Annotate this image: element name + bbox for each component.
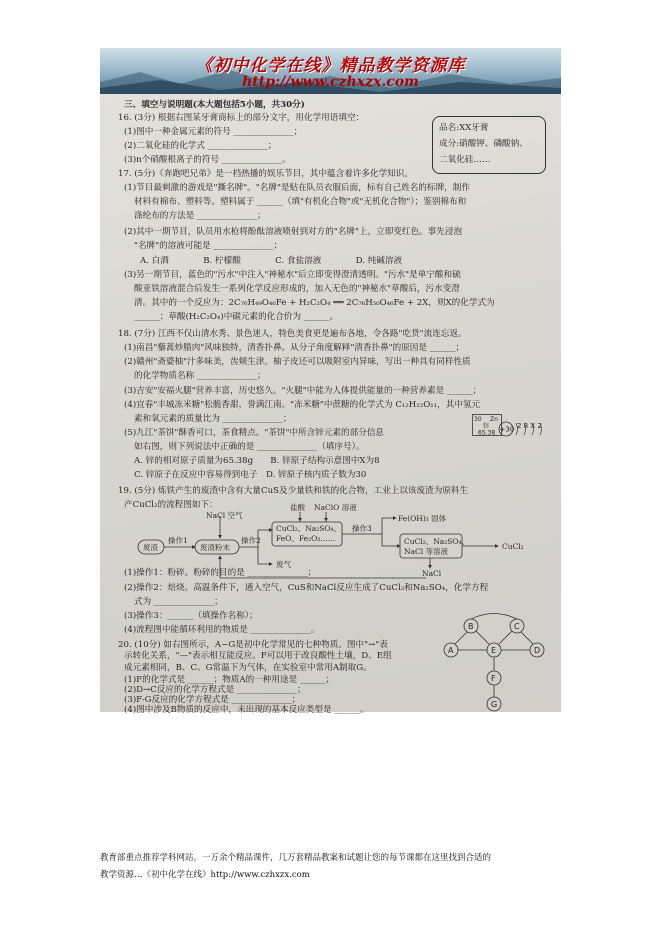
q16-part2: (2)二氧化硅的化学式 ______________； xyxy=(124,141,277,151)
q19-part2: (2)操作2：焙烧。高温条件下，通入空气，CuS和NaCl反应生成了CuCl₂和Na₂SO₄，化学方程 xyxy=(124,583,489,593)
node-a: A xyxy=(448,646,454,655)
flow-mix-line1: CuCl₂、Na₂SO₄、 xyxy=(276,524,342,533)
site-banner xyxy=(100,48,561,94)
node-e: E xyxy=(491,646,497,655)
toothpaste-label-box xyxy=(432,116,546,174)
q17-line: "名牌"的溶液可能是 ______________； xyxy=(134,241,283,251)
q19-part2-cont: 式为 ______________； xyxy=(134,597,223,607)
q18-line: (2)赣州"斋婆柚"汁多味美，齿颊生津。柚子皮还可以吸附室内异味，写出一种具有同样性质 xyxy=(124,357,471,367)
node-d: D xyxy=(534,646,541,655)
q18-choices-cd: C. 锌原子在反应中容易得到电子 D. 锌原子核内质子数为30 xyxy=(134,470,367,480)
q18-choices-ab: A. 锌的相对原子质量为65.38g B. 锌原子结构示意图中X为8 xyxy=(134,456,380,466)
zinc-atom-diagram xyxy=(498,420,550,438)
q17-stem: 17. (5分)《奔跑吧兄弟》是一档热播的娱乐节目，其中蕴含着许多化学知识。 xyxy=(118,169,413,179)
q20-part2: (2)D→C反应的化学方程式是 ______________； xyxy=(124,685,306,695)
q16-part1: (1)图中一种金属元素的符号 ______________； xyxy=(124,127,303,137)
flow-solution-line1: CuCl₂、Na₂SO₄、 xyxy=(404,537,470,546)
q17-line: (1)节目最刺激的游戏是"撕名牌"。"名牌"是贴在队员衣服后面，标有自己姓名的标牌，制作 xyxy=(124,183,470,193)
atom-shells: 2 8 X 2 xyxy=(517,422,542,430)
flow-powder: 废渣粉末 xyxy=(200,543,230,552)
flow-exhaust: 废气 xyxy=(276,560,291,569)
flow-hcl-input: 盐酸 xyxy=(290,503,305,512)
q17-choices: A. 白酒 B. 柠檬酸 C. 食盐溶液 D. 纯碱溶液 xyxy=(140,256,403,266)
box-line-1: 品名:XX牙膏 xyxy=(439,123,489,133)
q18-line: 的化学物质名称 ______________； xyxy=(134,371,266,381)
q20-part4: (4)图中涉及B物质的反应中，未出现的基本反应类型是 ______。 xyxy=(124,705,369,715)
footer-note xyxy=(100,850,570,884)
section-header: 三、填空与说明题(本大题包括5小题，共30分) xyxy=(124,100,305,110)
flow-air-input: NaCl 空气 xyxy=(206,511,243,520)
tile-mass: 65.38 xyxy=(478,429,496,437)
q17-line: 材料有棉布、塑料等。塑料属于 ______（填"有机化合物"或"无机化合物"）；鉴别棉布和 xyxy=(134,197,467,207)
flow-op2: 操作2 xyxy=(241,536,261,545)
q18-line: (3)吉安"安福火腿"营养丰富，历史悠久。"火腿"中能为人体提供能量的一种营养素是 ______； xyxy=(124,386,482,396)
q17-line: (2)其中一期节目，队员用水枪将酚酞溶液喷射到对方的"名牌"上，立即变红色。事先浸泡 xyxy=(124,227,463,237)
q20-part3: (3)F-G反应的化学方程式是 ______________； xyxy=(124,695,301,705)
footer-line-2[interactable]: 教学资源…《初中化学在线》http://www.czhxzx.com xyxy=(100,870,310,880)
q18-stem: 18. (7分) 江西不仅山清水秀、景色迷人，特色美食更是遍布各地，令各路"吃货"流连忘返。 xyxy=(118,329,467,339)
node-b: B xyxy=(468,622,474,631)
flow-nacl: NaCl xyxy=(422,569,442,578)
q16-part3: (3)n个硝酸根离子的符号 ______________。 xyxy=(124,155,291,165)
banner-title: 《初中化学在线》精品教学资源库 xyxy=(195,56,466,76)
q18-line: (4)宜春"丰城冻米糖"松脆香甜，誉满江南。"冻米糖"中蔗糖的化学式为 C₁₂H₂₂O₁₁，其中氢元 xyxy=(124,400,481,410)
q17-line: (3)另一期节目，蓝色的"污水"中注入"神秘水"后立即变得澄清透明。"污水"是单宁酸和硫 xyxy=(124,270,461,280)
flow-fe-oh-solid: Fe(OH)₃ 固体 xyxy=(398,514,447,523)
flow-solution-line2: NaCl 等溶液 xyxy=(404,547,449,556)
flow-naclo-input: NaClO 溶液 xyxy=(314,503,357,512)
substance-relation-diagram xyxy=(435,614,553,712)
flow-residue: 废渣 xyxy=(143,543,158,552)
node-f: F xyxy=(491,674,496,683)
q19-part3: (3)操作3：______（填操作名称）； xyxy=(124,611,258,621)
flow-op1: 操作1 xyxy=(168,536,188,545)
footer-line-1: 教育部重点推荐学科网站。一万余个精品课件，几万套精品教案和试题让您的每节课都在这里找到合适的 xyxy=(100,853,492,863)
q18-line: (1)南昌"藜蒿炒腊肉"风味独特，清香扑鼻。从分子角度解释"清香扑鼻"的原因是 ______； xyxy=(124,343,465,353)
flow-product: CuCl₂ xyxy=(502,542,524,551)
q20-line: 成元素相同，B、C、G常温下为气体，在实验室中常用A制取G。 xyxy=(124,663,372,673)
q18-line: 素和氧元素的质量比为 ______________； xyxy=(134,414,292,424)
flow-op3: 操作3 xyxy=(352,524,372,533)
node-c: C xyxy=(514,622,520,631)
q20-line: 示转化关系，"—"表示相互能反应。F可以用于改良酸性土壤，D、E组 xyxy=(124,651,392,661)
node-g: G xyxy=(491,700,498,709)
q20-part1: (1)F的化学式是 ______；物质A的一种用途是 ______； xyxy=(124,675,335,685)
q17-line: 酸亚铁溶液混合后发生一系列化学反应形成的，加入无色的"神秘水"草酸后，污水变澄 xyxy=(134,284,460,294)
q19-stem: 19. (5分) 炼铁产生的废渣中含有大量CuS及少量铁和铁的化合物，工业上以该废渣为原料生 xyxy=(118,486,469,496)
atom-core: +30 xyxy=(499,425,515,434)
q16-stem: 16. (3分) 根据右图某牙膏商标上的部分文字，用化学用语填空： xyxy=(118,113,365,123)
box-line-2: 成分:硝酸钾、磷酸钠、 xyxy=(439,139,528,149)
q20-stem: 20. (10分) 如右图所示，A~G是初中化学常见的七种物质。图中"→"表 xyxy=(118,640,388,650)
q19-part4: (4)流程图中能循环利用的物质是 ______________。 xyxy=(124,625,320,635)
q17-line: 涤纶布的方法是 ______________； xyxy=(134,211,266,221)
q17-line: ______；草酸(H₂C₂O₄)中碳元素的化合价为 ______。 xyxy=(134,312,339,322)
q18-line: 如右图，则下列说法中正确的是 ______________（填序号）。 xyxy=(134,442,365,452)
q17-equation: 清。其中的一个反应为：2C₇₆H₄₉O₄₆Fe + H₂C₂O₄ ══ 2C₇₆H₅₀O₄₆Fe + 2X，则X的化学式为 xyxy=(134,298,495,308)
banner-url[interactable]: http://www.czhxzx.com xyxy=(242,74,419,90)
tile-name: 锌 xyxy=(483,423,490,430)
box-line-3: 二氧化硅…… xyxy=(439,155,491,165)
tile-symbol: Zn xyxy=(490,416,498,423)
tile-number: 30 xyxy=(474,416,482,423)
q19-part1: (1)操作1：粉碎。粉碎的目的是 ______________； xyxy=(124,568,317,578)
q18-line: (5)九江"茶饼"酥香可口，茶食精点。"茶饼"中所含锌元素的部分信息 xyxy=(124,428,385,438)
exam-page-photo xyxy=(100,94,561,715)
flow-mix-line2: FeO、Fe₂O₃…… xyxy=(276,534,336,543)
q19-line: 产CuCl₂的流程图如下： xyxy=(124,500,218,510)
